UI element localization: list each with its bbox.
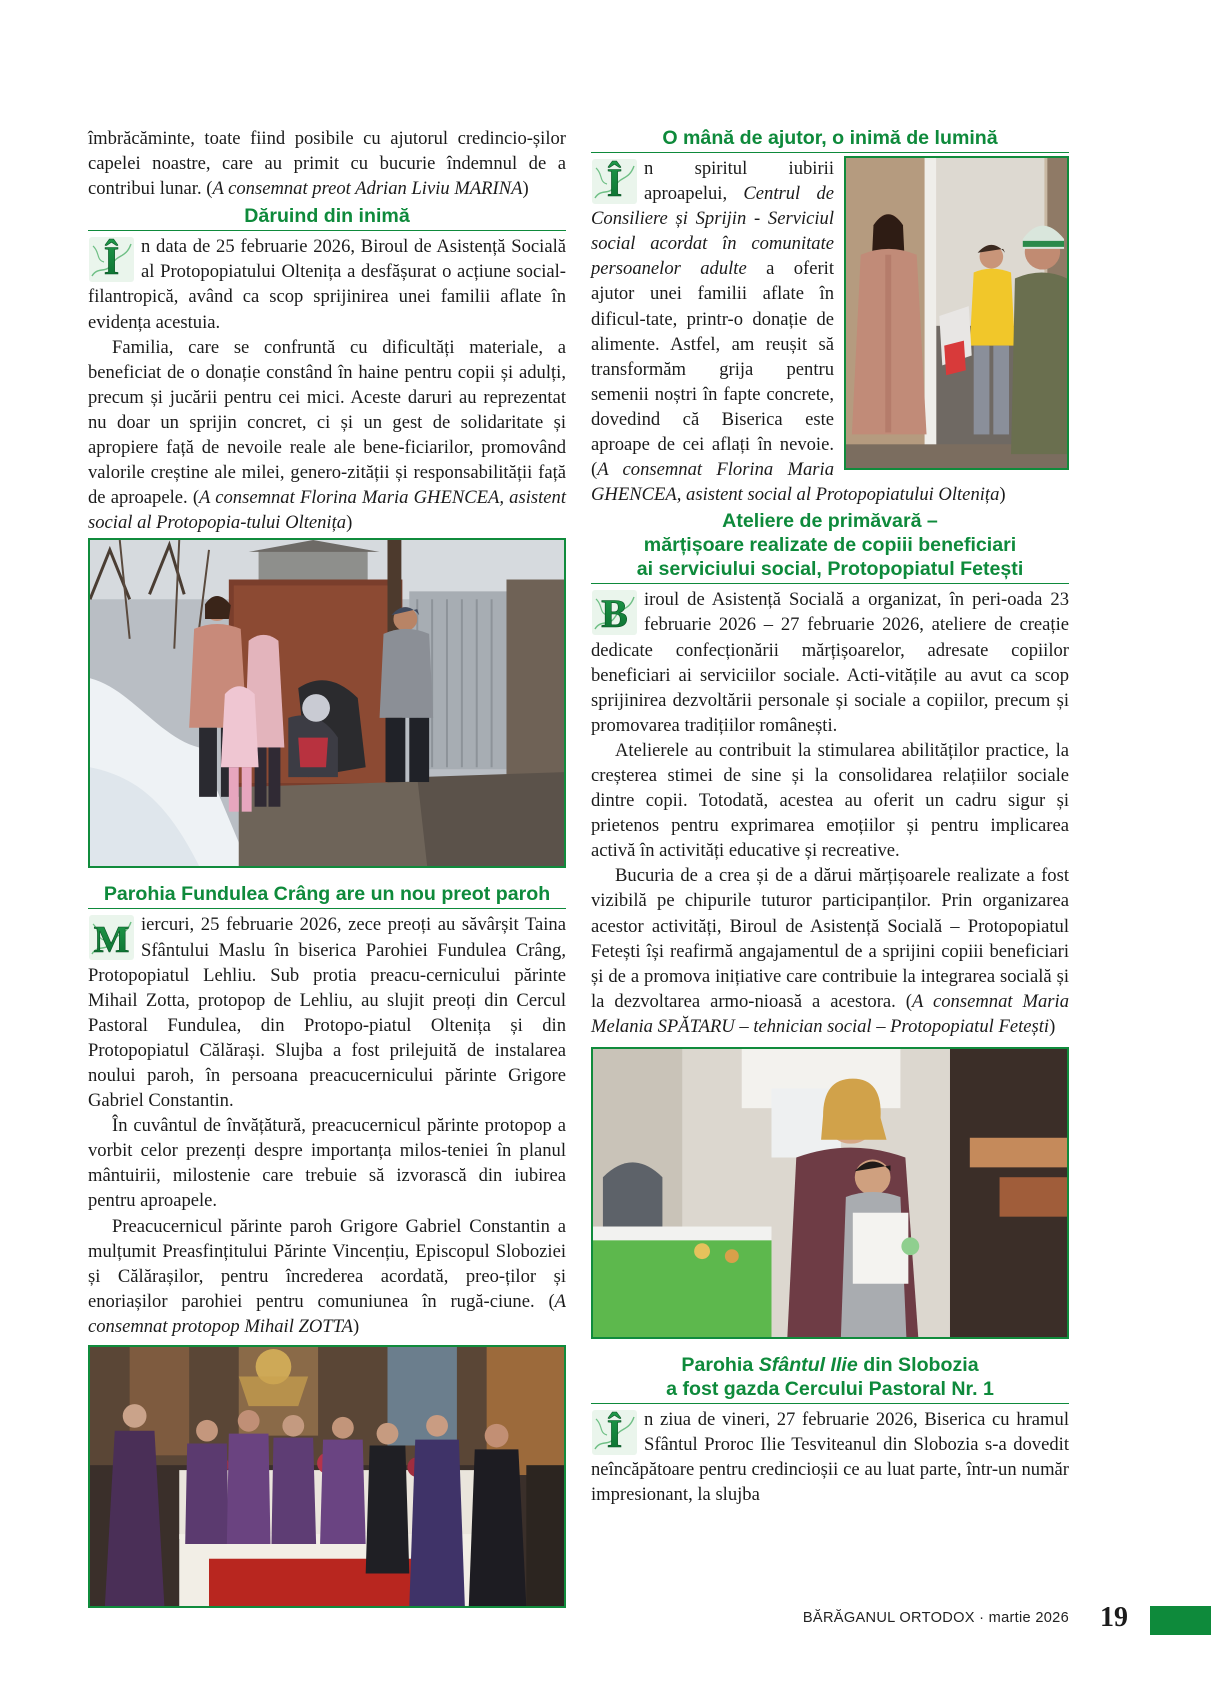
article-fundulea — [88, 912, 566, 1339]
right-column — [591, 126, 1069, 1507]
intro-credit: A consemnat preot Adrian Liviu MARINA — [212, 178, 523, 200]
photo-donation-doorway — [844, 156, 1069, 470]
dropcap-ornament — [591, 158, 638, 205]
article-daruind — [88, 234, 566, 535]
intro-paragraph: îmbrăcăminte, toate fiind posibile cu ajutorul credincio-șilor capelei noastre, care au primit cu bucurie îndemnul de a contribui lunar. (A consemnat preot Adrian Liviu MARINA) — [88, 128, 566, 200]
svg-text:Î: Î — [606, 1411, 623, 1456]
title-rule — [88, 908, 566, 909]
dropcap-ornament — [591, 1409, 638, 1456]
ateliere-credit: A consemnat Maria Melania SPĂTARU – tehnician social – Protopopiatul Fetești — [591, 990, 1070, 1037]
ateliere-paragraph-2: Atelierele au contribuit la stimularea abilităților practice, la creșterea stimei de sine și la consolidarea relațiilor sociale dintre copii. Totodată, acestea au oferit un cadru sigur și prietenos pentru exprimarea emoțiilor și pentru implicarea activă în activități educative și recreative. — [591, 739, 1069, 862]
photo-teacher-child — [591, 1047, 1069, 1339]
article-ateliere — [591, 587, 1069, 1039]
daruind-paragraph-1: n data de 25 februarie 2026, Biroul de Asistență Socială al Protopopiatului Oltenița a desfășurat o acțiune social-filantropică, având ca scop sprijinirea unei familii aflate în evidența acestuia. — [88, 236, 566, 333]
article-title-ilie: Parohia Sfântul Ilie din Slobozia a fost gazda Cercului Pastoral Nr. 1 — [666, 1354, 994, 1400]
daruind-paragraph-2: Familia, care se confruntă cu dificultăți materiale, a beneficiat de o donație constând în haine pentru copii și adulți, precum și jucării pentru cei mici. Aceste daruri au reprezentat nu doar un sprijin concret, ci și un gest de solidaritate și apropiere față de nevoile reale ale bene-ficiarilor, promovând valorile creștine ale milei, genero-zității și responsabilității față de aproapele. (A consemnat Florina Maria GHENCEA, asistent social al Protopopia-tului Oltenița) — [88, 336, 566, 534]
mana-credit: A consemnat Florina Maria GHENCEA, asistent social al Protopopiatului Oltenița — [591, 459, 1000, 506]
title-rule — [88, 230, 566, 231]
svg-text:Î: Î — [103, 238, 120, 284]
mana-paragraph: n spiritul iubirii aproapelui, Centrul de Consiliere și Sprijin - Serviciul social acordat în comunitate persoanelor adulte a oferit ajutor unei familii aflate în dificul-tate, printr-o donație de alimente. Astfel, am reușit să transformăm grija pentru semenii noștri în fapte concrete, dovedind că Biserica este aproape de cei aflați în nevoie. (A consemnat Florina Maria GHENCEA, asistent social al Protopopiatului Oltenița) — [591, 158, 1006, 506]
dropcap-ornament — [88, 236, 135, 283]
footer-accent-bar — [1150, 1606, 1211, 1635]
dropcap-ornament — [591, 589, 638, 636]
magazine-name: BĂRĂGANUL ORTODOX · martie 2026 — [802, 1610, 1069, 1626]
dropcap-ornament — [88, 914, 135, 961]
article-title-mana: O mână de ajutor, o inimă de lumină — [662, 127, 998, 149]
ilie-paragraph-1: n ziua de vineri, 27 februarie 2026, Biserica cu hramul Sfântul Proroc Ilie Tesviteanul din Slobozia s-a dovedit neîncăpătoare pentru credincioșii ce au luat parte, într-un număr impresionant, la slujba — [591, 1409, 1069, 1506]
title-rule — [591, 583, 1069, 584]
article-ilie — [591, 1407, 1069, 1507]
article-title-ateliere: Ateliere de primăvară – mărțișoare realizate de copiii beneficiari ai serviciului social, Protopopiatul Fetești — [636, 510, 1024, 581]
fundulea-paragraph-1: iercuri, 25 februarie 2026, zece preoți au săvârșit Taina Sfântului Maslu în biserica Parohiei Fundulea Crâng, Protopopiatul Lehliu. Sub protia preacu-cernicului părinte Mihail Zotta, protopop de Lehliu, au slujit preoți din Cercul Pastoral Fundulea, din Protopo-piatul Oltenița și din Protopopiatul Călărași. Slujba a fost prilejuită de instalarea noului paroh, în persoana preacucernicului părinte Grigore Gabriel Constantin. — [88, 914, 566, 1112]
page-footer — [0, 1604, 1211, 1640]
article-title-daruind: Dăruind din inimă — [244, 205, 410, 228]
photo-church-service — [88, 1345, 566, 1608]
title-rule — [591, 152, 1069, 153]
ateliere-paragraph-3: Bucuria de a crea și de a dărui mărțișoarele realizate a fost vizibilă pe chipurile tuturor participanților. Prin organizarea acestor activități, Biroul de Asistență Socială – Protopopiatul Fetești își reafirmă angajamentul de a sprijini copiii beneficiari și de a promova inițiative care contribuie la integrarea socială și la dezvoltarea armo-nioasă a acestora. (A consemnat Maria Melania SPĂTARU – tehnician social – Protopopiatul Fetești) — [591, 865, 1070, 1037]
article-mana — [591, 156, 1069, 507]
title-rule — [591, 1403, 1069, 1404]
ateliere-paragraph-1: iroul de Asistență Socială a organizat, în peri-oada 23 februarie 2026 – 27 februarie 2026, ateliere de creație dedicate confecționării mărțișoarelor, adresate copiilor beneficiari ai serviciilor sociale. Acti-vitățile au avut ca scop sprijinirea dezvoltării personale și sociale a copiilor, precum și promovarea tradițiilor românești. — [591, 589, 1069, 736]
svg-text:M: M — [93, 919, 130, 962]
fundulea-credit: A consemnat protopop Mihail ZOTTA — [88, 1290, 566, 1337]
fundulea-paragraph-2: În cuvântul de învățătură, preacucernicul părinte protopop a vorbit celor prezenți despre importanța milos-teniei în planul mântuirii, milostenie care trebuie să izvorască din iubirea pentru aproapele. — [88, 1115, 566, 1212]
svg-text:Î: Î — [606, 160, 623, 205]
photo-family-gate — [88, 538, 566, 868]
svg-text:B: B — [601, 591, 628, 637]
article-title-fundulea: Parohia Fundulea Crâng are un nou preot paroh — [103, 883, 551, 906]
mana-service-name: Centrul de Consiliere și Sprijin - Serviciul social acordat în comunitate persoanelor adulte — [591, 183, 834, 280]
daruind-credit: A consemnat Florina Maria GHENCEA, asistent social al Protopopia-tului Oltenița — [88, 487, 566, 534]
left-column — [88, 126, 566, 1608]
page-number: 19 — [1100, 1602, 1128, 1633]
fundulea-paragraph-3: Preacucernicul părinte paroh Grigore Gabriel Constantin a mulțumit Preasfințitului Părinte Vincențiu, Episcopul Sloboziei și Călărașilor, pentru încrederea acordată, preo-ților și enoriașilor parohiei pentru comuniunea în rugă-ciune. (A consemnat protopop Mihail ZOTTA) — [88, 1215, 566, 1337]
